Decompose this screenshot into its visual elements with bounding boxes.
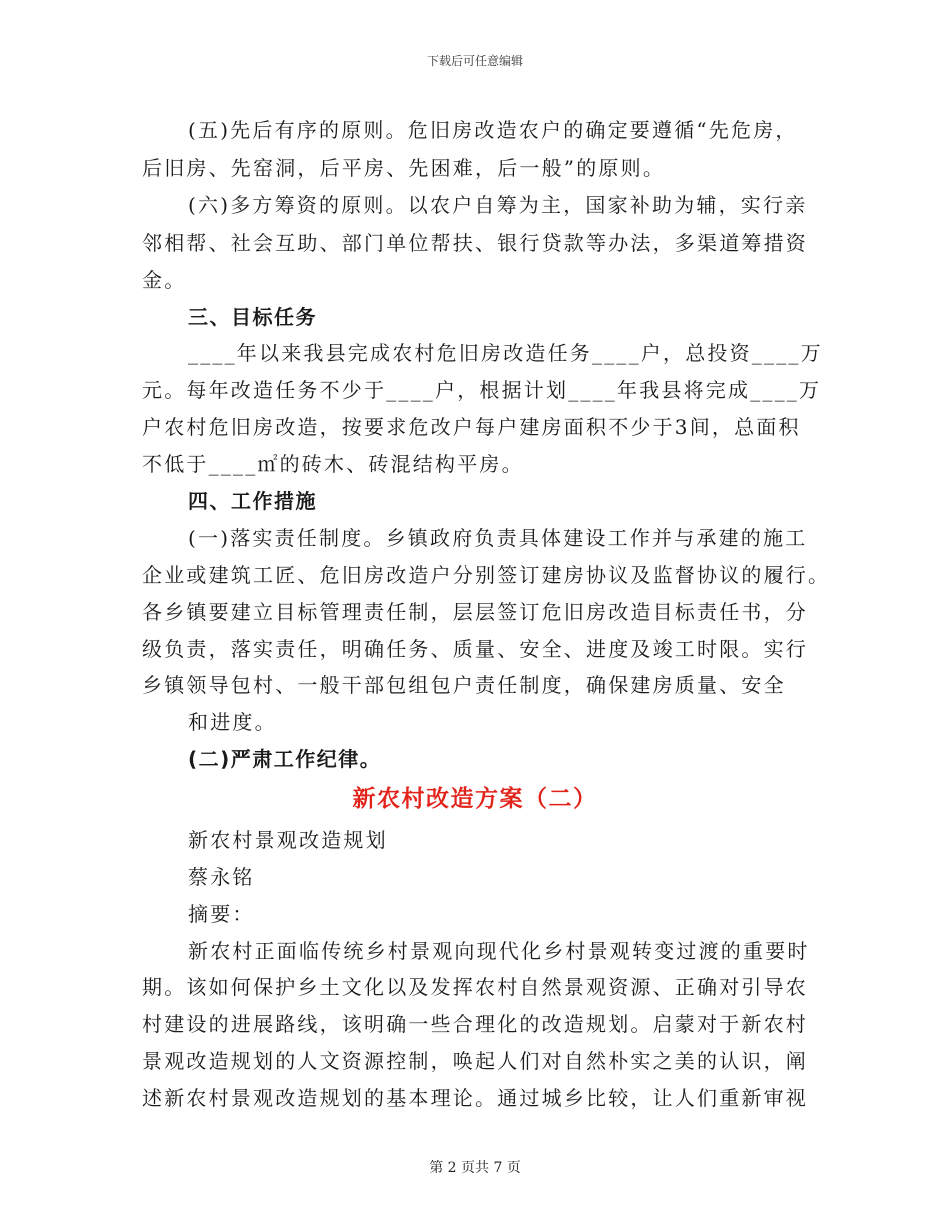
- paragraph-line: 邻相帮、社会互助、部门单位帮扶、银行贷款等办法，多渠道筹措资: [142, 231, 808, 255]
- article-title: 新农村景观改造规划: [188, 828, 388, 852]
- paragraph-line: 村建设的进展路线，该明确一些合理化的改造规划。启蒙对于新农村: [142, 1012, 808, 1036]
- paragraph-line: 不低于____㎡的砖木、砖混结构平房。: [142, 452, 524, 476]
- paragraph-line: 景观改造规划的人文资源控制，唤起人们对自然朴实之美的认识，阐: [142, 1049, 808, 1073]
- paragraph-line: 期。该如何保护乡土文化以及发挥农村自然景观资源、正确对引导农: [142, 975, 808, 999]
- abstract-label: 摘要：: [188, 902, 255, 926]
- paragraph-line: 金。: [142, 268, 187, 292]
- paragraph-line: ____年以来我县完成农村危旧房改造任务____户，总投资____万: [188, 341, 823, 365]
- paragraph-line: 新农村正面临传统乡村景观向现代化乡村景观转变过渡的重要时: [188, 939, 810, 963]
- paragraph-line: 后旧房、先窑洞，后平房、先困难，后一般”的原则。: [142, 156, 666, 180]
- section-heading: 四、工作措施: [188, 489, 317, 513]
- paragraph-line: (五)先后有序的原则。危旧房改造农户的确定要遵循“先危房，: [188, 118, 798, 142]
- paragraph-line: 和进度。: [188, 710, 277, 734]
- paragraph-line: 各乡镇要建立目标管理责任制，层层签订危旧房改造目标责任书，分: [142, 600, 808, 624]
- paragraph-line: 企业或建筑工匠、危旧房改造户分别签订建房协议及监督协议的履行。: [142, 563, 831, 587]
- paragraph-line: 乡镇领导包村、一般干部包组包户责任制度，确保建房质量、安全: [142, 673, 786, 697]
- paragraph-line: (一)落实责任制度。乡镇政府负责具体建设工作并与承建的施工: [188, 526, 808, 550]
- paragraph-line: 元。每年改造任务不少于____户，根据计划____年我县将完成____万: [142, 378, 822, 402]
- page-footer: 第 2 页共 7 页: [429, 1160, 521, 1176]
- subsection-heading: (二)严肃工作纪律。: [188, 747, 382, 771]
- paragraph-line: (六)多方筹资的原则。以农户自筹为主，国家补助为辅，实行亲: [188, 193, 808, 217]
- section-heading: 三、目标任务: [188, 305, 317, 329]
- page-header: 下载后可任意编辑: [426, 54, 523, 68]
- author-name: 蔡永铭: [188, 865, 255, 889]
- paragraph-line: 级负责，落实责任，明确任务、质量、安全、进度及竣工时限。实行: [142, 637, 808, 661]
- section-title: 新农村改造方案（二）: [352, 786, 598, 812]
- paragraph-line: 户农村危旧房改造，按要求危改户每户建房面积不少于3间，总面积: [142, 415, 801, 439]
- paragraph-line: 述新农村景观改造规划的基本理论。通过城乡比较，让人们重新审视: [142, 1086, 808, 1110]
